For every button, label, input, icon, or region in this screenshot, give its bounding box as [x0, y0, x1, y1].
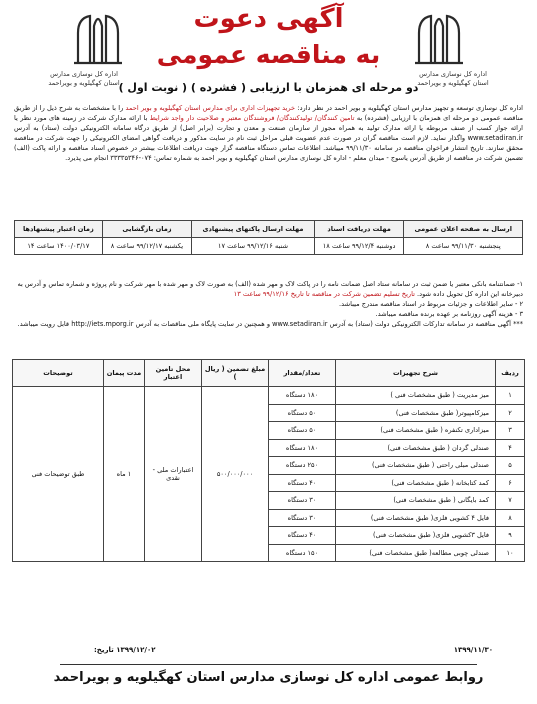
note-3: ۳ - هزینه آگهی روزنامه بر عهده برنده مناقصه میباشد. [375, 309, 523, 318]
iets-link[interactable]: http://iets.mporg.ir [71, 319, 134, 328]
logo-caption-line: استان کهگیلویه و بویراحمد [48, 78, 120, 87]
schedule-value-row [15, 238, 523, 255]
item-qty: ۵۰ دستگاه [269, 404, 336, 422]
item-qty: ۵۰ دستگاه [269, 422, 336, 440]
row-number: ۲ [496, 404, 525, 422]
notes-section [14, 280, 523, 329]
schedule-header: زمان اعتبار پیشنهادها [15, 221, 103, 238]
schedule-cell: پنجشنبه ۹۹/۱۱/۳۰ ساعت ۸ [404, 238, 523, 255]
item-desc: میزاداری تکنفره ( طبق مشخصات فنی) [336, 422, 496, 440]
intro-highlight: تامین کنندگان/ تولیدکنندگان/ فروشندگان معتبر و صلاحیت دار واجد شرایط [149, 114, 355, 123]
note-text: *** آگهی مناقصه در سامانه تدارکات الکترونیکی دولت (ستاد) به آدرس [329, 319, 523, 328]
col-header-duration: مدت پیمان [104, 360, 145, 387]
row-number: ۱ [496, 387, 525, 405]
note-text: و همچنین در سایت پایگاه ملی مناقصات به آدرس [135, 319, 271, 328]
publication-dates [14, 646, 523, 660]
schedule-cell: ۱۴۰۰/۰۳/۱۷ ساعت ۱۴ [15, 238, 103, 255]
item-qty: ۳۰ دستگاه [269, 492, 336, 510]
footer-public-relations: روابط عمومی اداره کل نوسازی مدارس استان کهگیلویه و بویراحمد [53, 670, 484, 685]
col-header-guarantee: مبلغ تضمین ( ریال ) [202, 360, 269, 387]
schedule-header: زمان بازگشایی [102, 221, 191, 238]
equipment-header-row [13, 360, 525, 387]
item-desc: صندلی گردان ( طبق مشخصات فنی) [336, 439, 496, 457]
item-qty: ۳۰ دستگاه [269, 509, 336, 527]
note-4 [14, 320, 523, 330]
col-header-source: محل تامین اعتبار [145, 360, 202, 387]
logo-caption-line: استان کهگیلویه و بویراحمد [417, 78, 489, 87]
date-second: ۱۳۹۹/۱۲/۰۲ تاریخ: [94, 646, 156, 654]
item-qty: ۴۰ دستگاه [269, 474, 336, 492]
intro-contact: اطلاعات تماس دستگاه مناقصه گزار جهت دریافت اطلاعات بیشتر در خصوص اسناد مناقصه و ارائه پاکت (الف) تضمین شرکت در مناقصه از طریق آدرس یاسوج - میدان معلم - اداره کل نوسازی مدارس استان کهگیلویه و بویر احمد به شماره تماس: ۰۷۴-۳۳۳۳۵۳۴۶ انجام می پذیرد. [14, 144, 523, 163]
row-number: ۳ [496, 422, 525, 440]
logo-caption-line: اداره کل نوسازی مدارس [419, 70, 487, 78]
item-qty: ۲۵۰ دستگاه [269, 457, 336, 475]
item-desc: صندلی چوبی مطالعه( طبق مشخصات فنی) [336, 544, 496, 562]
intro-text: اداره کل نوسازی توسعه و تجهیز مدارس استان کهگیلویه و بویر احمد در نظر دارد: [297, 104, 523, 112]
col-header-desc: شرح تجهیزات [336, 360, 496, 387]
row-number: ۸ [496, 509, 525, 527]
row-number: ۷ [496, 492, 525, 510]
logo-caption-line: اداره کل نوسازی مدارس [50, 70, 118, 78]
row-number: ۵ [496, 457, 525, 475]
notice-subtitle: دو مرحله ای همزمان با ارزیابی ( فشرده ) ( نوبت اول ) [118, 81, 419, 94]
note-1 [14, 280, 523, 300]
intro-text: با ارائه مدارک شرکت در زمینه های مورد نظر یا ارائه جواز کسب از صنف مربوطه یا ارائه مدارک تولید به همراه مجوز از سازمان صنعت و معدن و تجارت (برابر اصل) از طریق درگاه سامانه الکترونیکی دولت (ستاد) به آدرس [14, 114, 523, 133]
col-header-qty: تعداد/مقدار [269, 360, 336, 387]
notice-title: آگهی دعوت [193, 4, 344, 34]
item-qty: ۱۸۰ دستگاه [269, 439, 336, 457]
col-header-notes: توضیحات [13, 360, 104, 387]
table-row [13, 387, 525, 405]
schedule-header: ارسال به صفحه اعلان عمومی [404, 221, 523, 238]
equipment-table [12, 359, 525, 562]
setad-link[interactable]: www.setadiran.ir [272, 319, 328, 328]
col-header-row: ردیف [496, 360, 525, 387]
schedule-header: مهلت دریافت اسناد [314, 221, 404, 238]
item-desc: صندلی مبلی راحتی ( طبق مشخصات فنی) [336, 457, 496, 475]
intro-paragraph [14, 103, 523, 163]
row-number: ۶ [496, 474, 525, 492]
schedule-header-row [15, 221, 523, 238]
row-number: ۴ [496, 439, 525, 457]
contract-duration: ۱ ماه [104, 387, 145, 562]
notice-title-sub: به مناقصه عمومی [156, 40, 381, 69]
note-text: قابل رویت میباشد. [17, 319, 70, 328]
note-highlight: تاریخ تسلیم تضمین شرکت در مناقصه تا تاریخ ۹۹/۱۲/۱۶ ساعت ۱۳ [233, 289, 415, 298]
schedule-cell: یکشنبه ۹۹/۱۲/۱۷ ساعت ۸ [102, 238, 191, 255]
item-qty: ۱۸۰ دستگاه [269, 387, 336, 405]
guarantee-amount: ۵۰۰/۰۰۰/۰۰۰ [202, 387, 269, 562]
schedule-header: مهلت ارسال پاکتهای پیشنهادی [192, 221, 314, 238]
schedule-table [14, 220, 523, 255]
schedule-cell: شنبه ۹۹/۱۲/۱۶ ساعت ۱۷ [192, 238, 314, 255]
schedule-cell: دوشنبه ۹۹/۱۲/۴ ساعت ۱۸ [314, 238, 404, 255]
item-desc: میز مدیریت ( طبق مشخصات فنی ) [336, 387, 496, 405]
note-text: ۱- ضمانتنامه بانکی معتبر یا ضمن ثبت در سامانه ستاد اصل ضمانت نامه را در پاکت لاک و مهر شده (الف) به صورت لاک و مهر شده با مهر شرکت و نام پروژه و شماره تماس و آدرس به دبیرخانه این اداره کل تحویل داده شود. [17, 280, 523, 298]
item-qty: ۱۵۰ دستگاه [269, 544, 336, 562]
item-desc: فایل ۳کشویی فلزی( طبق مشخصات فنی) [336, 527, 496, 545]
funding-source: اعتبارات ملی - نقدی [145, 387, 202, 562]
date-first: ۱۳۹۹/۱۱/۳۰ [453, 646, 493, 654]
item-notes: طبق توضیحات فنی [13, 387, 104, 562]
intro-text: را با مشخصات به شرح ذیل را از طریق مناقصه عمومی دو مرحله ای همزمان با ارزیابی (فشرده) به [14, 104, 523, 123]
row-number: ۱۰ [496, 544, 525, 562]
footer-divider [60, 664, 477, 665]
setad-link[interactable]: www.setadiran.ir [467, 134, 523, 143]
item-desc: میزکامپیوتر( طبق مشخصات فنی) [336, 404, 496, 422]
intro-text: واگذار نماید. لازم است مناقصه گران در صورت عدم عضویت قبلی مراحل ثبت نام در سایت مذکور و دریافت گواهی امضای الکترونیکی را جهت شرکت در مناقصه محقق سازند. تاریخ انتشار فراخوان مناقصه در سامانه ۹۹/۱۱/۳۰ میباشد. [14, 134, 523, 153]
item-qty: ۴۰ دستگاه [269, 527, 336, 545]
row-number: ۹ [496, 527, 525, 545]
item-desc: کمد بایگانی ( طبق مشخصات فنی) [336, 492, 496, 510]
intro-highlight: خرید تجهیزات اداری برای مدارس استان کهگیلویه و بویر احمد [125, 104, 296, 112]
note-2: ۲ - سایر اطلاعات و جزئیات مربوط در اسناد مناقصه مندرج میباشد. [339, 299, 523, 308]
item-desc: فایل ۴ کشویی فلزی( طبق مشخصات فنی) [336, 509, 496, 527]
item-desc: کمد کتابخانه ( طبق مشخصات فنی) [336, 474, 496, 492]
